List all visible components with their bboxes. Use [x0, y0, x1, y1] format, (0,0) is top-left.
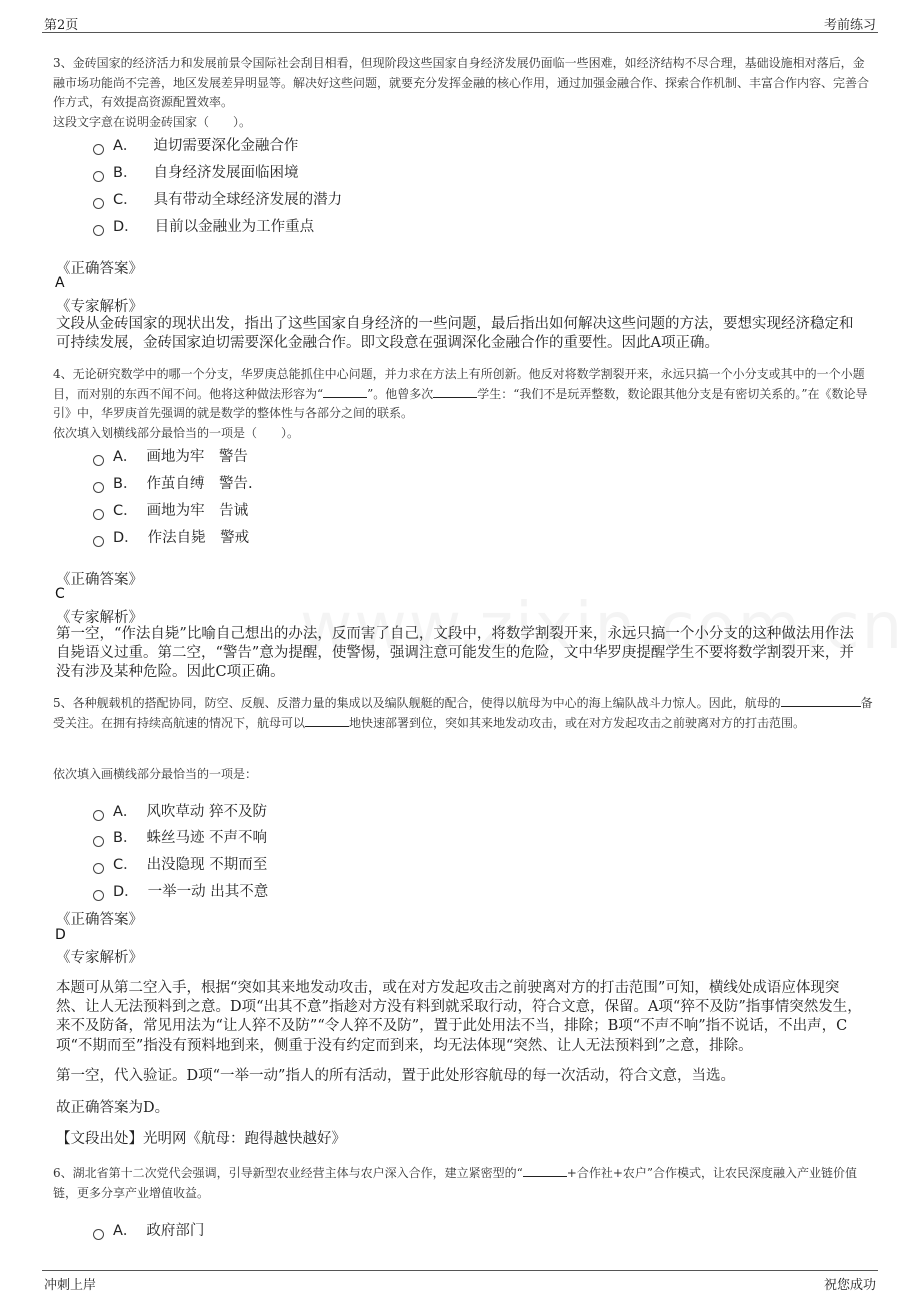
fill-blank	[781, 695, 861, 707]
q5-option-d[interactable]: D． 一举一动 出其不意	[93, 880, 268, 900]
q3-stem: 3、金砖国家的经济活力和发展前景令国际社会刮目相看，但现阶段这些国家自身经济发展仍面临一些困难，如经济结构不尽合理，基础设施相对落后，金融市场功能尚不完善，地区发展差异明显等。解决好这些问题，就要充分发挥金融的核心作用，通过加强金融合作、探索合作机制、丰富合作内容、完善合作方式，有效提高资源配置效率。	[53, 56, 870, 109]
radio-icon[interactable]	[93, 863, 104, 874]
q3-option-a[interactable]: A． 迫切需要深化金融合作	[93, 134, 298, 154]
q4-option-b[interactable]: B． 作茧自缚 警告.	[93, 472, 253, 492]
q4-option-a[interactable]: A． 画地为牢 警告	[93, 445, 248, 465]
page-number: 第2页	[44, 18, 79, 33]
radio-icon[interactable]	[93, 225, 104, 236]
page-footer	[42, 1270, 878, 1295]
radio-icon[interactable]	[93, 198, 104, 209]
footer-left-text: 冲刺上岸	[44, 1278, 97, 1293]
radio-icon[interactable]	[93, 509, 104, 520]
radio-icon[interactable]	[93, 144, 104, 155]
fill-blank	[323, 386, 367, 398]
page-header	[42, 12, 878, 33]
q5-answer: D	[55, 927, 66, 943]
q3-analysis: 文段从金砖国家的现状出发，指出了这些国家自身经济的一些问题，最后指出如何解决这些问题的方法，要想实现经济稳定和可持续发展，金砖国家迫切需要深化金融合作。即文段意在强调深化金融合作的重要性。因此A项正确。	[56, 316, 854, 352]
q4-option-c[interactable]: C． 画地为牢 告诫	[93, 499, 248, 519]
radio-icon[interactable]	[93, 810, 104, 821]
q6-stem: 6、湖北省第十二次党代会强调，引导新型农业经营主体与农户深入合作，建立紧密型的“ +合作社+农户”合作模式，让农民深度融入产业链价值链，更多分享产业增值收益。	[53, 1166, 858, 1200]
radio-icon[interactable]	[93, 171, 104, 182]
q5-source: 【文段出处】光明网《航母：跑得越快越好》	[56, 1131, 346, 1147]
q5-analysis-p2: 第一空，代入验证。D项“一举一动”指人的所有活动，置于此处形容航母的每一次活动，符合文意，当选。	[56, 1068, 735, 1084]
q3-option-d[interactable]: D． 目前以金融业为工作重点	[93, 215, 314, 235]
q5-analysis-p1: 本题可从第二空入手，根据“突如其来地发动攻击，或在对方发起攻击之前驶离对方的打击范围”可知，横线处成语应体现突然、让人无法预料到之意。D项“出其不意”指趁对方没有料到就采取行动，符合文意，保留。A项“猝不及防”指事情突然发生，来不及防备，常见用法为“让人猝不及防”“令人猝不及防”，置于此处用法不当，排除；B项“不声不响”指不说话，不出声，C项“不期而至”指没有预料地到来，侧重于没有约定而到来，均无法体现“突然、让人无法预料到”之意，排除。	[56, 980, 862, 1054]
q3-option-b[interactable]: B． 自身经济发展面临困境	[93, 161, 298, 181]
fill-blank	[523, 1165, 567, 1177]
q5-option-c[interactable]: C． 出没隐现 不期而至	[93, 853, 267, 873]
q4-option-d[interactable]: D． 作法自毙 警戒	[93, 526, 249, 546]
q4-analysis-label: 《专家解析》	[56, 610, 143, 626]
q6-option-a[interactable]: A． 政府部门	[93, 1219, 204, 1239]
fill-blank	[305, 715, 349, 727]
radio-icon[interactable]	[93, 482, 104, 493]
q5-option-a[interactable]: A． 风吹草动 猝不及防	[93, 800, 267, 820]
q5-stem: 5、各种舰载机的搭配协同，防空、反舰、反潜力量的集成以及编队舰艇的配合，使得以航母为中心的海上编队战斗力惊人。因此，航母的 备受关注。在拥有持续高航速的情况下，航母可以 地快速部署到位，突如其来地发动攻击，或在对方发起攻击之前驶离对方的打击范围。	[53, 696, 873, 730]
header-title: 考前练习	[823, 18, 876, 33]
q4-answer: C	[55, 586, 65, 602]
q5-ask: 依次填入画横线部分最恰当的一项是：	[53, 767, 258, 781]
q4-analysis: 第一空，“作法自毙”比喻自己想出的办法，反而害了自己，文段中，将数学割裂开来，永远只搞一个小分支的这种做法用作法自毙语义过重。第二空，“警告”意为提醒，使警惕，强调注意可能发生的危险，文中华罗庚提醒学生不要将数学割裂开来，并没有涉及某种危险。因此C项正确。	[56, 626, 854, 681]
radio-icon[interactable]	[93, 1229, 104, 1240]
fill-blank	[433, 386, 477, 398]
radio-icon[interactable]	[93, 890, 104, 901]
radio-icon[interactable]	[93, 455, 104, 466]
radio-icon[interactable]	[93, 536, 104, 547]
q5-option-b[interactable]: B． 蛛丝马迹 不声不响	[93, 826, 267, 846]
q4-ask: 依次填入划横线部分最恰当的一项是（ ）。	[53, 426, 300, 440]
q5-analysis-p3: 故正确答案为D。	[56, 1100, 170, 1116]
q4-answer-label: 《正确答案》	[56, 572, 143, 588]
q3-answer-label: 《正确答案》	[56, 261, 143, 277]
q4-stem: 4、无论研究数学中的哪一个分支，华罗庚总能抓住中心问题，并力求在方法上有所创新。他反对将数学割裂开来，永远只搞一个小分支或其中的一个小题目，而对别的东西不闻不问。他将这种做法形容为“ ”。他曾多次 学生：“我们不是玩弄整数，数论跟其他分支是有密切关系的。”在《数论导引》中，华罗庚首先强调的就是数学的整体性与各部分之间的联系。	[53, 367, 868, 420]
footer-right-text: 祝您成功	[823, 1278, 876, 1293]
q3-analysis-label: 《专家解析》	[56, 299, 143, 315]
radio-icon[interactable]	[93, 836, 104, 847]
q3-option-c[interactable]: C． 具有带动全球经济发展的潜力	[93, 188, 342, 208]
q3-ask: 这段文字意在说明金砖国家（ ）。	[53, 115, 252, 129]
q5-analysis-label: 《专家解析》	[56, 950, 143, 966]
q3-answer: A	[55, 275, 65, 291]
q5-answer-label: 《正确答案》	[56, 912, 143, 928]
